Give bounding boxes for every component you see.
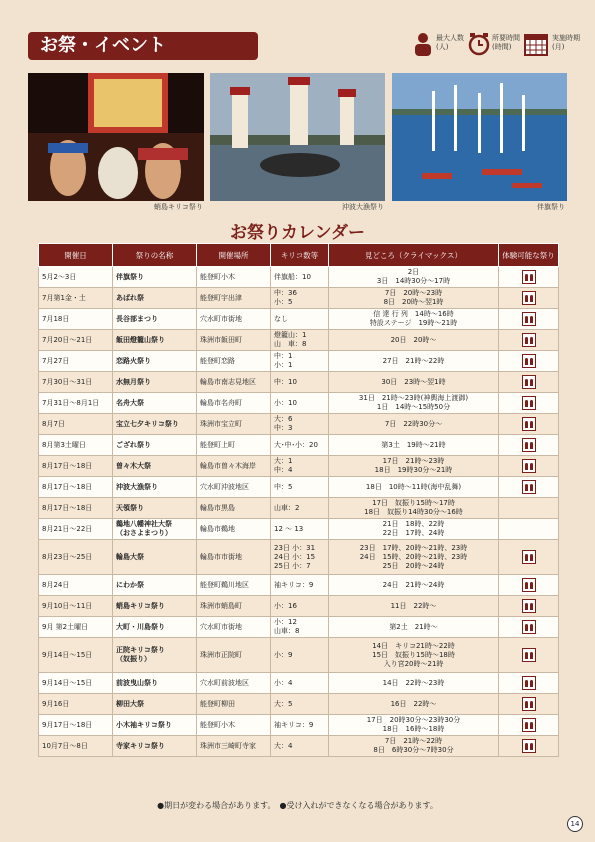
- person-icon: [412, 32, 434, 56]
- cell-kiriko: 小：10: [271, 393, 329, 414]
- cell-place: 珠洲市三崎町寺家: [197, 736, 271, 757]
- experience-icon: [522, 676, 536, 690]
- cell-place: 能登町柳田: [197, 694, 271, 715]
- table-row: [39, 617, 559, 638]
- cell-name: にわか祭: [113, 575, 197, 596]
- cell-name: 柳田大祭: [113, 694, 197, 715]
- cell-kiriko: なし: [271, 309, 329, 330]
- cell-highlight: 31日 21時〜23時(神輿海上渡御) 1日 14時〜15時50分: [329, 393, 499, 414]
- cell-place: 珠洲市正院町: [197, 638, 271, 673]
- cell-kiriko: 大：4: [271, 736, 329, 757]
- cell-date: 8月21日〜22日: [39, 519, 113, 540]
- cell-kiriko: 袖キリコ：9: [271, 715, 329, 736]
- table-row: [39, 372, 559, 393]
- cell-date: 7月第1金・土: [39, 288, 113, 309]
- cell-date: 8月24日: [39, 575, 113, 596]
- cell-highlight: 30日 23時〜翌1時: [329, 372, 499, 393]
- table-row: [39, 288, 559, 309]
- cell-place: 穴水町市街地: [197, 309, 271, 330]
- cell-experience: [499, 330, 559, 351]
- cell-highlight: 11日 22時〜: [329, 596, 499, 617]
- table-row: [39, 330, 559, 351]
- section-title: お祭・イベント: [28, 32, 258, 60]
- cell-place: 能登町宇出津: [197, 288, 271, 309]
- cell-name: ござれ祭り: [113, 435, 197, 456]
- cell-highlight: 信 達 行 列 14時〜16時 特設ステージ 19時〜21時: [329, 309, 499, 330]
- cell-name: 宝立七夕キリコ祭り: [113, 414, 197, 435]
- cell-kiriko: 大：1 中：4: [271, 456, 329, 477]
- cell-date: 8月7日: [39, 414, 113, 435]
- cell-highlight: 第3土 19時〜21時: [329, 435, 499, 456]
- table-row: [39, 638, 559, 673]
- experience-icon: [522, 739, 536, 753]
- cell-highlight: 18日 10時〜11時(海中乱舞): [329, 477, 499, 498]
- legend-period-label: 実施時期: [552, 34, 580, 42]
- calendar-icon: [524, 32, 548, 56]
- experience-icon: [522, 438, 536, 452]
- cell-date: 5月2〜3日: [39, 267, 113, 288]
- cell-name: 長谷部まつり: [113, 309, 197, 330]
- table-row: [39, 351, 559, 372]
- cell-kiriko: 小：4: [271, 673, 329, 694]
- footnote: ●期日が変わる場合があります。 ●受け入れができなくなる場合があります。: [157, 801, 438, 810]
- cell-date: 7月20日〜21日: [39, 330, 113, 351]
- experience-icon: [522, 396, 536, 410]
- table-row: [39, 540, 559, 575]
- cell-name: 水無月祭り: [113, 372, 197, 393]
- cell-date: 9月17日〜18日: [39, 715, 113, 736]
- experience-icon: [522, 333, 536, 347]
- experience-icon: [522, 312, 536, 326]
- cell-experience: [499, 414, 559, 435]
- experience-icon: [522, 578, 536, 592]
- legend-time-unit: (時間): [492, 43, 512, 51]
- cell-date: 10月7日〜8日: [39, 736, 113, 757]
- cell-experience: [499, 393, 559, 414]
- cell-name: 名舟大祭: [113, 393, 197, 414]
- photo-caption-3: 伴旗祭り: [537, 203, 565, 211]
- cell-highlight: 7日 20時〜23時 8日 20時〜翌1時: [329, 288, 499, 309]
- cell-highlight: 14日 22時〜23時: [329, 673, 499, 694]
- cell-date: 8月17日〜18日: [39, 498, 113, 519]
- cell-place: 能登町鵜川地区: [197, 575, 271, 596]
- cell-name: 沖波大漁祭り: [113, 477, 197, 498]
- table-row: [39, 393, 559, 414]
- cell-place: 輪島市鵜地: [197, 519, 271, 540]
- cell-place: 輪島市南志見地区: [197, 372, 271, 393]
- cell-date: 9月14日〜15日: [39, 673, 113, 694]
- experience-icon: [522, 417, 536, 431]
- cell-kiriko: 小：9: [271, 638, 329, 673]
- table-row: [39, 456, 559, 477]
- table-row: [39, 736, 559, 757]
- table-header-row: [39, 244, 559, 267]
- cell-date: 8月17日〜18日: [39, 477, 113, 498]
- cell-kiriko: 伴旗船：10: [271, 267, 329, 288]
- experience-icon: [522, 480, 536, 494]
- cell-date: 8月第3土曜日: [39, 435, 113, 456]
- photo-caption-1: 蛸島キリコ祭り: [154, 203, 203, 211]
- table-row: [39, 435, 559, 456]
- festival-calendar-table: [38, 243, 559, 757]
- cell-name: 恋路火祭り: [113, 351, 197, 372]
- cell-highlight: 16日 22時〜: [329, 694, 499, 715]
- legend-people-unit: (人): [436, 43, 449, 51]
- cell-date: 8月17日〜18日: [39, 456, 113, 477]
- cell-name: 輪島大祭: [113, 540, 197, 575]
- cell-date: 7月30日〜31日: [39, 372, 113, 393]
- cell-place: 輪島市名舟町: [197, 393, 271, 414]
- cell-experience: [499, 351, 559, 372]
- table-row: [39, 519, 559, 540]
- cell-date: 7月18日: [39, 309, 113, 330]
- table-row: [39, 414, 559, 435]
- cell-experience: [499, 435, 559, 456]
- cell-place: 輪島市黒島: [197, 498, 271, 519]
- cell-kiriko: 小：12 山車：8: [271, 617, 329, 638]
- cell-experience: [499, 519, 559, 540]
- cell-place: 能登町小木: [197, 715, 271, 736]
- cell-name: 曽々木大祭: [113, 456, 197, 477]
- header-highlight: 見どころ（クライマックス）: [329, 244, 499, 267]
- cell-name: 伴旗祭り: [113, 267, 197, 288]
- experience-icon: [522, 550, 536, 564]
- cell-date: 9月10日〜11日: [39, 596, 113, 617]
- cell-place: 穴水町沖波地区: [197, 477, 271, 498]
- table-row: [39, 694, 559, 715]
- cell-kiriko: 12 〜 13: [271, 519, 329, 540]
- cell-highlight: 17日 21時〜23時 18日 19時30分〜21時: [329, 456, 499, 477]
- cell-experience: [499, 267, 559, 288]
- table-row: [39, 715, 559, 736]
- header: [28, 30, 580, 62]
- table-row: [39, 596, 559, 617]
- header-name: 祭りの名称: [113, 244, 197, 267]
- cell-highlight: 第2土 21時〜: [329, 617, 499, 638]
- legend-people-label: 最大人数: [436, 34, 464, 42]
- legend-time-label: 所要時間: [492, 34, 520, 42]
- cell-date: 7月31日〜8月1日: [39, 393, 113, 414]
- cell-experience: [499, 638, 559, 673]
- photo-caption-2: 沖波大漁祭り: [342, 203, 384, 211]
- legend-period-unit: (月): [552, 43, 565, 51]
- cell-place: 輪島市曽々木海岸: [197, 456, 271, 477]
- experience-icon: [522, 270, 536, 284]
- cell-name: 前波曳山祭り: [113, 673, 197, 694]
- cell-experience: [499, 694, 559, 715]
- cell-experience: [499, 575, 559, 596]
- page-number: 14: [567, 816, 583, 832]
- cell-name: 大町・川島祭り: [113, 617, 197, 638]
- experience-icon: [522, 697, 536, 711]
- cell-place: 輪島市市街地: [197, 540, 271, 575]
- cell-kiriko: 大：6 中：3: [271, 414, 329, 435]
- experience-icon: [522, 291, 536, 305]
- cell-date: 9月16日: [39, 694, 113, 715]
- cell-experience: [499, 477, 559, 498]
- cell-place: 能登町上町: [197, 435, 271, 456]
- cell-experience: [499, 372, 559, 393]
- cell-name: あばれ祭: [113, 288, 197, 309]
- cell-highlight: 27日 21時〜22時: [329, 351, 499, 372]
- cell-kiriko: 中：1 小：1: [271, 351, 329, 372]
- cell-place: 穴水町市街地: [197, 617, 271, 638]
- cell-experience: [499, 715, 559, 736]
- cell-kiriko: 23日 小：31 24日 小：15 25日 小：7: [271, 540, 329, 575]
- clock-icon: [468, 32, 490, 56]
- cell-name: 飯田燈籠山祭り: [113, 330, 197, 351]
- experience-icon: [522, 648, 536, 662]
- cell-experience: [499, 540, 559, 575]
- cell-experience: [499, 498, 559, 519]
- cell-place: 能登町恋路: [197, 351, 271, 372]
- cell-highlight: 2日 3日 14時30分〜17時: [329, 267, 499, 288]
- header-experience: 体験可能な祭り: [499, 244, 559, 267]
- header-place: 開催場所: [197, 244, 271, 267]
- photo-takojima-festival: [28, 73, 204, 201]
- cell-place: 珠洲市宝立町: [197, 414, 271, 435]
- experience-icon: [522, 375, 536, 389]
- calendar-title: お祭りカレンダー: [230, 223, 365, 243]
- cell-date: 9月14日〜15日: [39, 638, 113, 673]
- cell-highlight: 24日 21時〜24時: [329, 575, 499, 596]
- legend: [412, 30, 595, 62]
- cell-name: 蛸島キリコ祭り: [113, 596, 197, 617]
- table-row: [39, 267, 559, 288]
- cell-experience: [499, 309, 559, 330]
- cell-highlight: 7日 21時〜22時 8日 6時30分〜7時30分: [329, 736, 499, 757]
- experience-icon: [522, 599, 536, 613]
- cell-highlight: 17日 20時30分〜23時30分 18日 16時〜18時: [329, 715, 499, 736]
- table-row: [39, 673, 559, 694]
- cell-experience: [499, 288, 559, 309]
- cell-experience: [499, 617, 559, 638]
- cell-kiriko: 袖キリコ：9: [271, 575, 329, 596]
- cell-place: 穴水町前波地区: [197, 673, 271, 694]
- cell-date: 8月23日〜25日: [39, 540, 113, 575]
- cell-place: 珠洲市飯田町: [197, 330, 271, 351]
- cell-kiriko: 中：10: [271, 372, 329, 393]
- cell-highlight: 21日 18時、22時 22日 17時、24時: [329, 519, 499, 540]
- cell-experience: [499, 736, 559, 757]
- cell-place: 能登町小木: [197, 267, 271, 288]
- cell-name: 正院キリコ祭り （奴振り）: [113, 638, 197, 673]
- experience-icon: [522, 620, 536, 634]
- cell-place: 珠洲市蛸島町: [197, 596, 271, 617]
- cell-highlight: 14日 キリコ21時〜22時 15日 奴振り15時〜18時 入り宮20時〜21時: [329, 638, 499, 673]
- header-date: 開催日: [39, 244, 113, 267]
- cell-highlight: 20日 20時〜: [329, 330, 499, 351]
- cell-kiriko: 中：5: [271, 477, 329, 498]
- cell-kiriko: 山車：2: [271, 498, 329, 519]
- cell-experience: [499, 456, 559, 477]
- header-kiriko: キリコ数等: [271, 244, 329, 267]
- cell-name: 鵜地八幡神社大祭 （おさよまつり）: [113, 519, 197, 540]
- table-row: [39, 477, 559, 498]
- cell-kiriko: 大･中･小：20: [271, 435, 329, 456]
- table-row: [39, 309, 559, 330]
- cell-experience: [499, 673, 559, 694]
- cell-name: 小木袖キリコ祭り: [113, 715, 197, 736]
- experience-icon: [522, 354, 536, 368]
- cell-date: 7月27日: [39, 351, 113, 372]
- cell-name: 寺家キリコ祭り: [113, 736, 197, 757]
- cell-date: 9月 第2土曜日: [39, 617, 113, 638]
- cell-kiriko: 中：36 小：5: [271, 288, 329, 309]
- cell-highlight: 7日 22時30分〜: [329, 414, 499, 435]
- cell-experience: [499, 596, 559, 617]
- cell-highlight: 23日 17時、20時〜21時、23時 24日 15時、20時〜21時、23時 25日 20時〜24時: [329, 540, 499, 575]
- cell-highlight: 17日 奴振り15時〜17時 18日 奴振り14時30分〜16時: [329, 498, 499, 519]
- photo-okinami-festival: [210, 73, 385, 201]
- experience-icon: [522, 718, 536, 732]
- table-row: [39, 575, 559, 596]
- cell-kiriko: 大：5: [271, 694, 329, 715]
- cell-kiriko: 燈籠山：1 山 車：8: [271, 330, 329, 351]
- cell-kiriko: 小：16: [271, 596, 329, 617]
- photo-banbata-festival: [392, 73, 567, 201]
- cell-name: 天領祭り: [113, 498, 197, 519]
- table-row: [39, 498, 559, 519]
- experience-icon: [522, 459, 536, 473]
